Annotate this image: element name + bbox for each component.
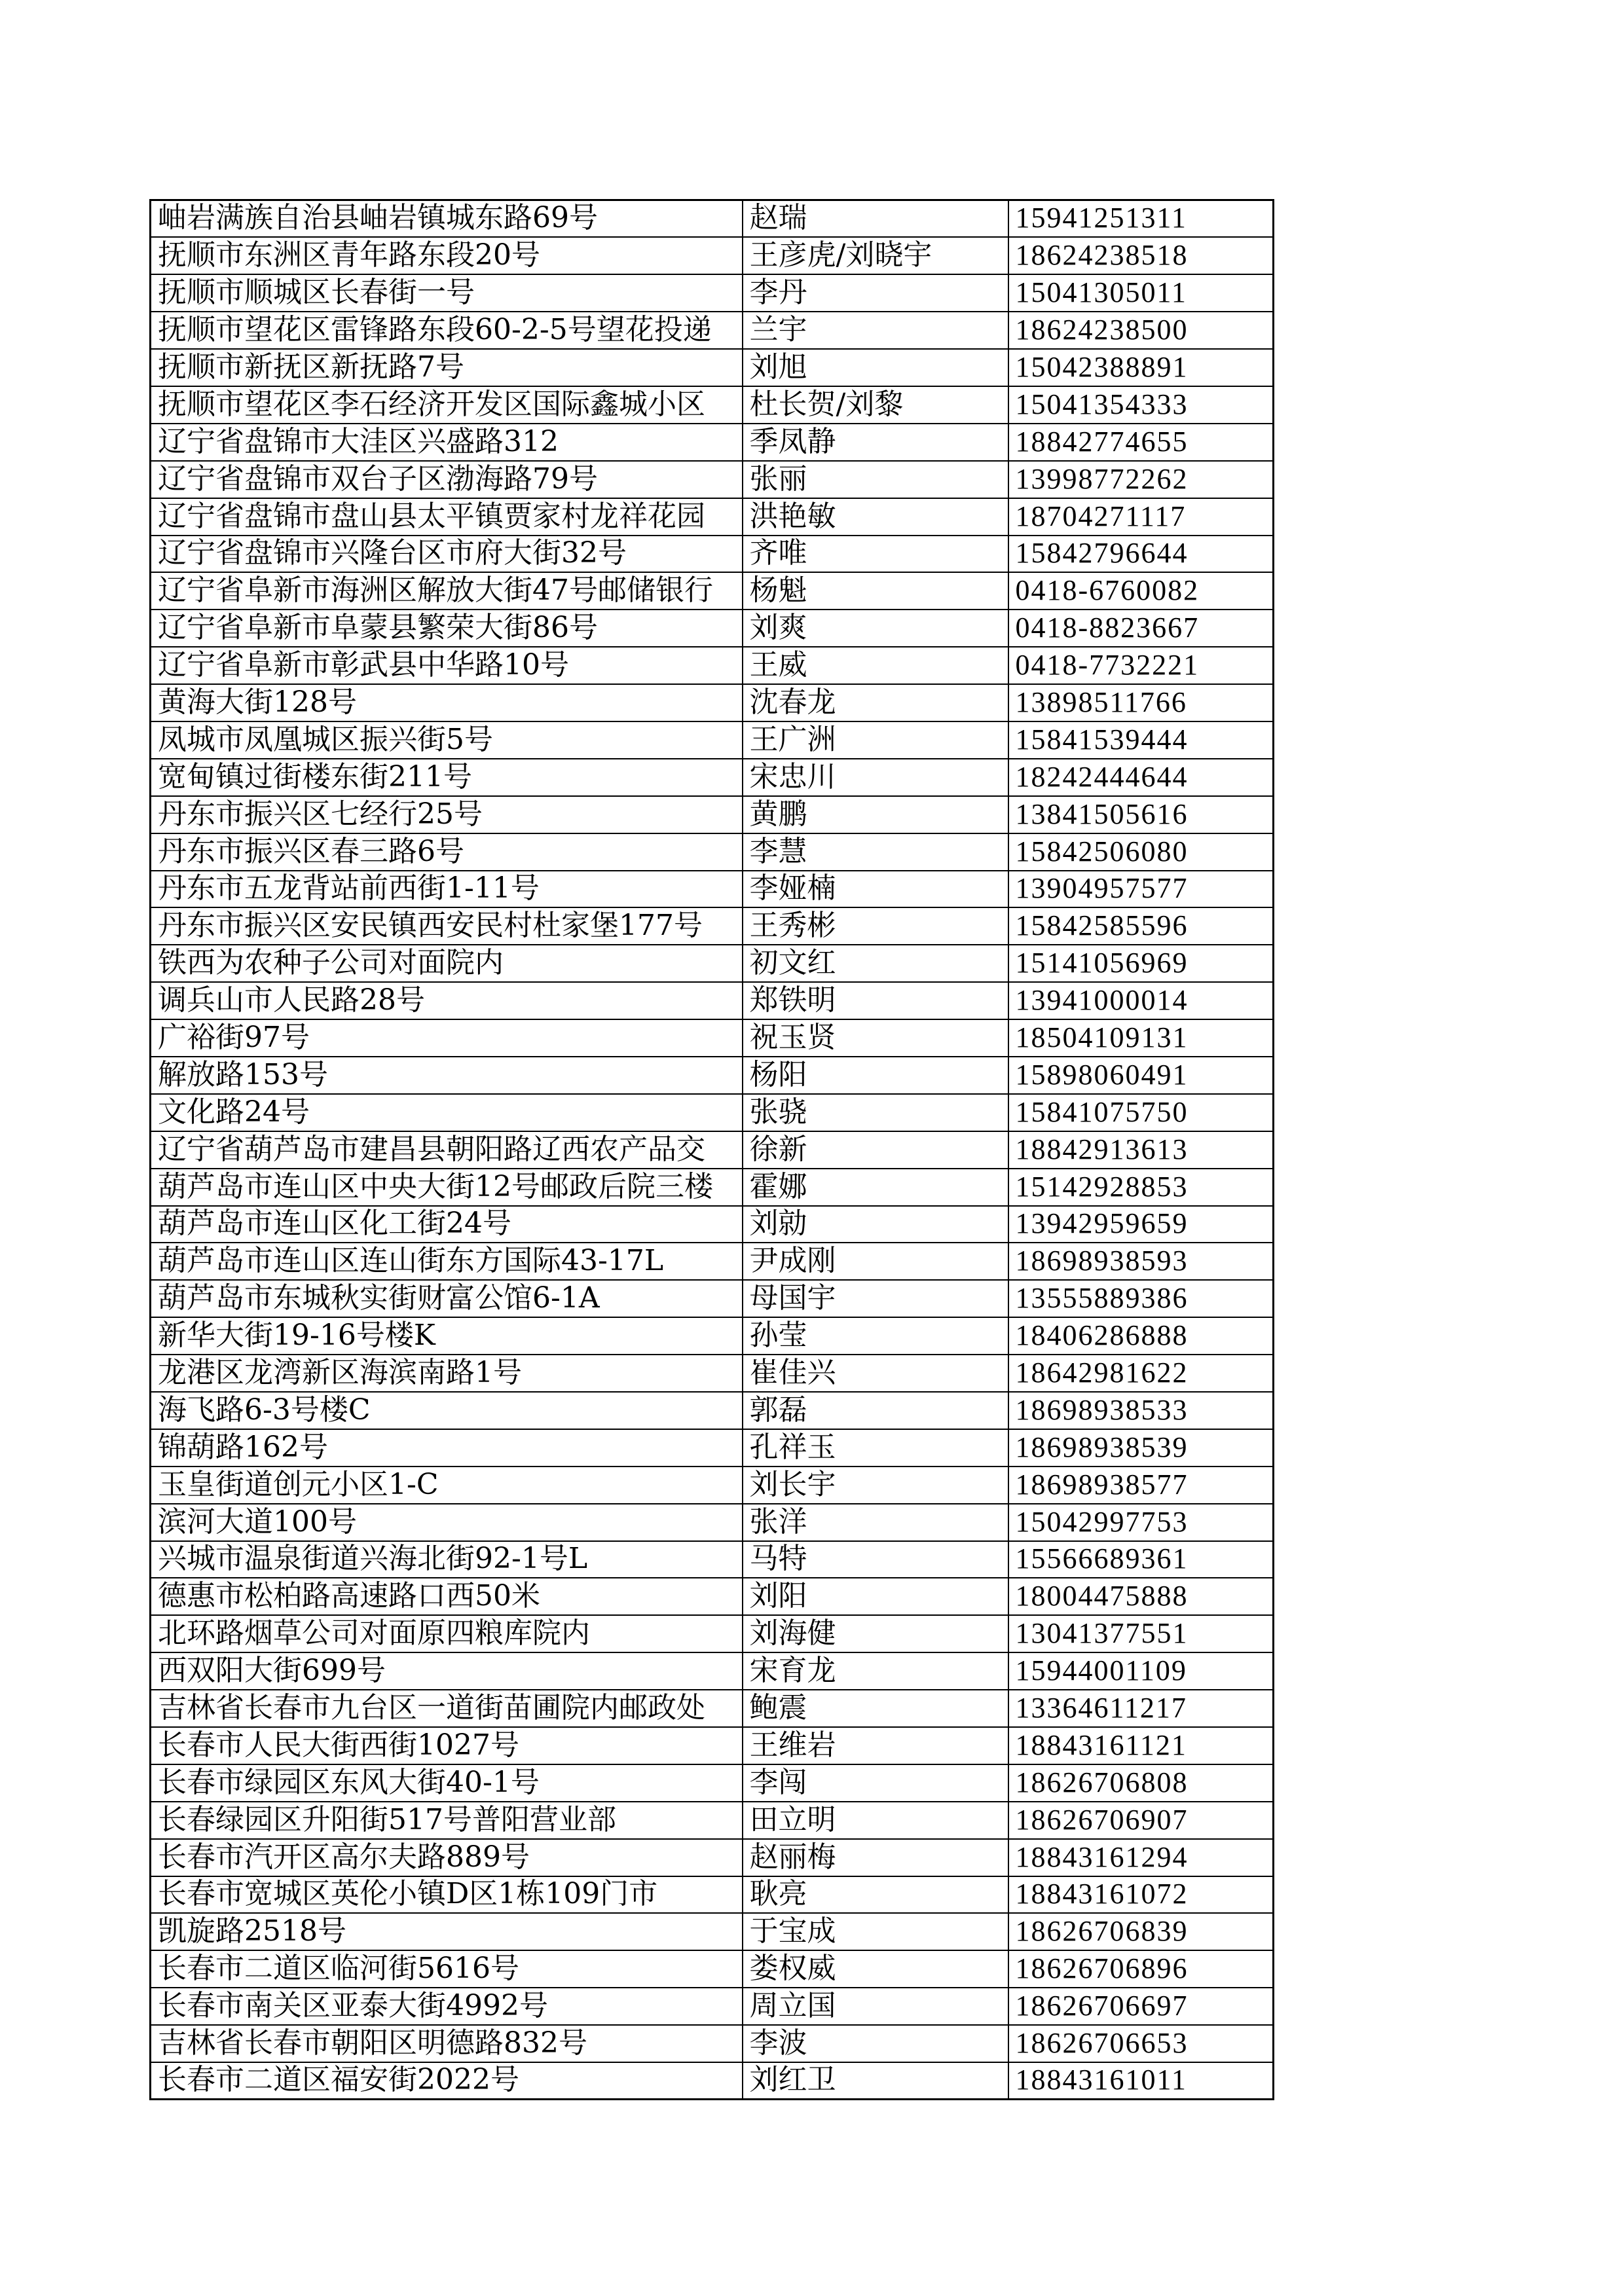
address-cell: 辽宁省葫芦岛市建昌县朝阳路辽西农产品交 <box>151 1131 743 1169</box>
table-row <box>151 833 1274 871</box>
contact-name-cell: 马特 <box>743 1541 1008 1578</box>
contact-name-cell: 田立明 <box>743 1802 1008 1839</box>
contact-name-cell: 刘长宇 <box>743 1467 1008 1504</box>
contact-table <box>149 199 1274 2100</box>
phone-cell: 18626706697 <box>1008 1988 1274 2025</box>
contact-name-cell: 崔佳兴 <box>743 1355 1008 1392</box>
address-cell: 抚顺市顺城区长春街一号 <box>151 274 743 312</box>
table-row <box>151 1727 1274 1764</box>
address-cell: 解放路153号 <box>151 1057 743 1094</box>
address-cell: 西双阳大街699号 <box>151 1652 743 1690</box>
address-cell: 抚顺市望花区李石经济开发区国际鑫城小区 <box>151 386 743 424</box>
phone-cell: 0418-7732221 <box>1008 647 1274 684</box>
address-cell: 辽宁省阜新市阜蒙县繁荣大街86号 <box>151 610 743 647</box>
table-row <box>151 237 1274 274</box>
table-row <box>151 349 1274 386</box>
address-cell: 丹东市五龙背站前西街1-11号 <box>151 871 743 908</box>
table-row <box>151 1802 1274 1839</box>
address-cell: 长春市二道区临河街5616号 <box>151 1950 743 1988</box>
table-row <box>151 759 1274 796</box>
contact-name-cell: 鲍震 <box>743 1690 1008 1727</box>
address-cell: 凯旋路2518号 <box>151 1913 743 1950</box>
address-cell: 玉皇街道创元小区1-C <box>151 1467 743 1504</box>
address-cell: 黄海大街128号 <box>151 684 743 721</box>
phone-cell: 13904957577 <box>1008 871 1274 908</box>
table-row <box>151 1690 1274 1727</box>
phone-cell: 15944001109 <box>1008 1652 1274 1690</box>
table-row <box>151 871 1274 908</box>
address-cell: 丹东市振兴区七经行25号 <box>151 796 743 833</box>
phone-cell: 13364611217 <box>1008 1690 1274 1727</box>
phone-cell: 18843161294 <box>1008 1839 1274 1876</box>
address-cell: 岫岩满族自治县岫岩镇城东路69号 <box>151 200 743 238</box>
phone-cell: 15041354333 <box>1008 386 1274 424</box>
contact-name-cell: 徐新 <box>743 1131 1008 1169</box>
phone-cell: 18624238500 <box>1008 312 1274 349</box>
table-row <box>151 386 1274 424</box>
address-cell: 抚顺市望花区雷锋路东段60-2-5号望花投递 <box>151 312 743 349</box>
table-row <box>151 1504 1274 1541</box>
address-cell: 海飞路6-3号楼C <box>151 1392 743 1429</box>
contact-name-cell: 洪艳敏 <box>743 498 1008 536</box>
contact-name-cell: 沈春龙 <box>743 684 1008 721</box>
table-row <box>151 1876 1274 1914</box>
contact-name-cell: 王广洲 <box>743 721 1008 759</box>
table-row <box>151 1206 1274 1243</box>
phone-cell: 18004475888 <box>1008 1578 1274 1615</box>
phone-cell: 13041377551 <box>1008 1615 1274 1652</box>
contact-name-cell: 尹成刚 <box>743 1243 1008 1280</box>
table-row <box>151 1652 1274 1690</box>
phone-cell: 18843161072 <box>1008 1876 1274 1914</box>
address-cell: 调兵山市人民路28号 <box>151 982 743 1019</box>
address-cell: 长春市宽城区英伦小镇D区1栋109门市 <box>151 1876 743 1914</box>
contact-name-cell: 李慧 <box>743 833 1008 871</box>
phone-cell: 13898511766 <box>1008 684 1274 721</box>
contact-name-cell: 郭磊 <box>743 1392 1008 1429</box>
address-cell: 辽宁省盘锦市兴隆台区市府大街32号 <box>151 536 743 573</box>
table-row <box>151 1467 1274 1504</box>
contact-name-cell: 兰宇 <box>743 312 1008 349</box>
address-cell: 长春市绿园区东风大街40-1号 <box>151 1764 743 1802</box>
address-cell: 葫芦岛市连山区中央大街12号邮政后院三楼 <box>151 1169 743 1206</box>
phone-cell: 15842585596 <box>1008 907 1274 945</box>
address-cell: 凤城市凤凰城区振兴街5号 <box>151 721 743 759</box>
phone-cell: 18842774655 <box>1008 424 1274 461</box>
phone-cell: 18626706808 <box>1008 1764 1274 1802</box>
contact-name-cell: 王彦虎/刘晓宇 <box>743 237 1008 274</box>
contact-name-cell: 李闯 <box>743 1764 1008 1802</box>
address-cell: 辽宁省盘锦市大洼区兴盛路312 <box>151 424 743 461</box>
table-row <box>151 1057 1274 1094</box>
contact-name-cell: 刘勍 <box>743 1206 1008 1243</box>
phone-cell: 18698938577 <box>1008 1467 1274 1504</box>
address-cell: 葫芦岛市东城秋实街财富公馆6-1A <box>151 1280 743 1317</box>
phone-cell: 18504109131 <box>1008 1019 1274 1057</box>
address-cell: 锦葫路162号 <box>151 1429 743 1467</box>
phone-cell: 18626706839 <box>1008 1913 1274 1950</box>
contact-name-cell: 王维岩 <box>743 1727 1008 1764</box>
phone-cell: 13998772262 <box>1008 461 1274 498</box>
phone-cell: 13942959659 <box>1008 1206 1274 1243</box>
contact-name-cell: 宋忠川 <box>743 759 1008 796</box>
table-row <box>151 2062 1274 2100</box>
contact-name-cell: 王威 <box>743 647 1008 684</box>
address-cell: 长春市南关区亚泰大街4992号 <box>151 1988 743 2025</box>
address-cell: 辽宁省阜新市彰武县中华路10号 <box>151 647 743 684</box>
contact-name-cell: 初文红 <box>743 945 1008 982</box>
table-row <box>151 2025 1274 2062</box>
contact-name-cell: 周立国 <box>743 1988 1008 2025</box>
table-row <box>151 1317 1274 1355</box>
phone-cell: 15041305011 <box>1008 274 1274 312</box>
phone-cell: 15042388891 <box>1008 349 1274 386</box>
phone-cell: 13555889386 <box>1008 1280 1274 1317</box>
contact-name-cell: 李娅楠 <box>743 871 1008 908</box>
phone-cell: 18642981622 <box>1008 1355 1274 1392</box>
phone-cell: 15566689361 <box>1008 1541 1274 1578</box>
table-row <box>151 1615 1274 1652</box>
contact-name-cell: 霍娜 <box>743 1169 1008 1206</box>
table-row <box>151 1169 1274 1206</box>
address-cell: 龙港区龙湾新区海滨南路1号 <box>151 1355 743 1392</box>
address-cell: 广裕街97号 <box>151 1019 743 1057</box>
table-row <box>151 1913 1274 1950</box>
table-row <box>151 312 1274 349</box>
phone-cell: 18406286888 <box>1008 1317 1274 1355</box>
contact-table-body <box>151 200 1274 2100</box>
table-row <box>151 1094 1274 1131</box>
phone-cell: 15898060491 <box>1008 1057 1274 1094</box>
phone-cell: 13941000014 <box>1008 982 1274 1019</box>
contact-name-cell: 耿亮 <box>743 1876 1008 1914</box>
address-cell: 辽宁省盘锦市双台子区渤海路79号 <box>151 461 743 498</box>
table-row <box>151 1429 1274 1467</box>
contact-name-cell: 于宝成 <box>743 1913 1008 1950</box>
contact-name-cell: 季凤静 <box>743 424 1008 461</box>
table-row <box>151 684 1274 721</box>
contact-name-cell: 杨魁 <box>743 572 1008 610</box>
phone-cell: 15842506080 <box>1008 833 1274 871</box>
address-cell: 长春绿园区升阳街517号普阳营业部 <box>151 1802 743 1839</box>
table-row <box>151 907 1274 945</box>
table-row <box>151 1280 1274 1317</box>
phone-cell: 18698938593 <box>1008 1243 1274 1280</box>
contact-name-cell: 祝玉贤 <box>743 1019 1008 1057</box>
phone-cell: 15841075750 <box>1008 1094 1274 1131</box>
table-row <box>151 536 1274 573</box>
phone-cell: 0418-8823667 <box>1008 610 1274 647</box>
contact-name-cell: 郑铁明 <box>743 982 1008 1019</box>
contact-name-cell: 刘红卫 <box>743 2062 1008 2100</box>
phone-cell: 15941251311 <box>1008 200 1274 238</box>
table-row <box>151 1764 1274 1802</box>
contact-name-cell: 刘旭 <box>743 349 1008 386</box>
table-row <box>151 1392 1274 1429</box>
phone-cell: 18698938539 <box>1008 1429 1274 1467</box>
table-row <box>151 1839 1274 1876</box>
phone-cell: 15842796644 <box>1008 536 1274 573</box>
table-row <box>151 796 1274 833</box>
address-cell: 文化路24号 <box>151 1094 743 1131</box>
phone-cell: 18626706653 <box>1008 2025 1274 2062</box>
contact-name-cell: 李丹 <box>743 274 1008 312</box>
address-cell: 抚顺市新抚区新抚路7号 <box>151 349 743 386</box>
table-row <box>151 498 1274 536</box>
table-row <box>151 1578 1274 1615</box>
address-cell: 兴城市温泉街道兴海北街92-1号L <box>151 1541 743 1578</box>
table-row <box>151 572 1274 610</box>
address-cell: 吉林省长春市朝阳区明德路832号 <box>151 2025 743 2062</box>
contact-name-cell: 杜长贺/刘黎 <box>743 386 1008 424</box>
phone-cell: 18624238518 <box>1008 237 1274 274</box>
contact-name-cell: 刘海健 <box>743 1615 1008 1652</box>
phone-cell: 13841505616 <box>1008 796 1274 833</box>
table-row <box>151 1243 1274 1280</box>
contact-name-cell: 刘爽 <box>743 610 1008 647</box>
address-cell: 长春市人民大街西街1027号 <box>151 1727 743 1764</box>
contact-name-cell: 张洋 <box>743 1504 1008 1541</box>
contact-name-cell: 黄鹏 <box>743 796 1008 833</box>
table-row <box>151 1019 1274 1057</box>
contact-name-cell: 宋育龙 <box>743 1652 1008 1690</box>
address-cell: 滨河大道100号 <box>151 1504 743 1541</box>
table-row <box>151 610 1274 647</box>
contact-name-cell: 刘阳 <box>743 1578 1008 1615</box>
address-cell: 葫芦岛市连山区连山街东方国际43-17L <box>151 1243 743 1280</box>
phone-cell: 18698938533 <box>1008 1392 1274 1429</box>
phone-cell: 18626706907 <box>1008 1802 1274 1839</box>
contact-name-cell: 李波 <box>743 2025 1008 2062</box>
address-cell: 德惠市松柏路高速路口西50米 <box>151 1578 743 1615</box>
address-cell: 新华大街19-16号楼K <box>151 1317 743 1355</box>
contact-name-cell: 娄权威 <box>743 1950 1008 1988</box>
phone-cell: 15042997753 <box>1008 1504 1274 1541</box>
address-cell: 长春市汽开区高尔夫路889号 <box>151 1839 743 1876</box>
address-cell: 丹东市振兴区安民镇西安民村杜家堡177号 <box>151 907 743 945</box>
table-row <box>151 424 1274 461</box>
table-row <box>151 982 1274 1019</box>
table-row <box>151 274 1274 312</box>
address-cell: 葫芦岛市连山区化工街24号 <box>151 1206 743 1243</box>
contact-name-cell: 张丽 <box>743 461 1008 498</box>
contact-name-cell: 张骁 <box>743 1094 1008 1131</box>
table-row <box>151 721 1274 759</box>
phone-cell: 18843161121 <box>1008 1727 1274 1764</box>
phone-cell: 18843161011 <box>1008 2062 1274 2100</box>
table-row <box>151 1355 1274 1392</box>
address-cell: 辽宁省阜新市海洲区解放大街47号邮储银行 <box>151 572 743 610</box>
contact-name-cell: 母国宇 <box>743 1280 1008 1317</box>
table-row <box>151 200 1274 238</box>
contact-name-cell: 杨阳 <box>743 1057 1008 1094</box>
address-cell: 宽甸镇过街楼东街211号 <box>151 759 743 796</box>
table-row <box>151 461 1274 498</box>
phone-cell: 15141056969 <box>1008 945 1274 982</box>
contact-name-cell: 赵瑞 <box>743 200 1008 238</box>
address-cell: 铁西为农种子公司对面院内 <box>151 945 743 982</box>
phone-cell: 0418-6760082 <box>1008 572 1274 610</box>
contact-name-cell: 齐唯 <box>743 536 1008 573</box>
table-row <box>151 647 1274 684</box>
table-row <box>151 1131 1274 1169</box>
table-row <box>151 945 1274 982</box>
address-cell: 丹东市振兴区春三路6号 <box>151 833 743 871</box>
address-cell: 北环路烟草公司对面原四粮库院内 <box>151 1615 743 1652</box>
address-cell: 辽宁省盘锦市盘山县太平镇贾家村龙祥花园 <box>151 498 743 536</box>
contact-name-cell: 王秀彬 <box>743 907 1008 945</box>
address-cell: 吉林省长春市九台区一道街苗圃院内邮政处 <box>151 1690 743 1727</box>
phone-cell: 18626706896 <box>1008 1950 1274 1988</box>
contact-name-cell: 孙莹 <box>743 1317 1008 1355</box>
address-cell: 长春市二道区福安街2022号 <box>151 2062 743 2100</box>
table-row <box>151 1541 1274 1578</box>
phone-cell: 18704271117 <box>1008 498 1274 536</box>
phone-cell: 15841539444 <box>1008 721 1274 759</box>
phone-cell: 15142928853 <box>1008 1169 1274 1206</box>
table-row <box>151 1988 1274 2025</box>
phone-cell: 18242444644 <box>1008 759 1274 796</box>
contact-name-cell: 赵丽梅 <box>743 1839 1008 1876</box>
table-row <box>151 1950 1274 1988</box>
phone-cell: 18842913613 <box>1008 1131 1274 1169</box>
address-cell: 抚顺市东洲区青年路东段20号 <box>151 237 743 274</box>
contact-name-cell: 孔祥玉 <box>743 1429 1008 1467</box>
